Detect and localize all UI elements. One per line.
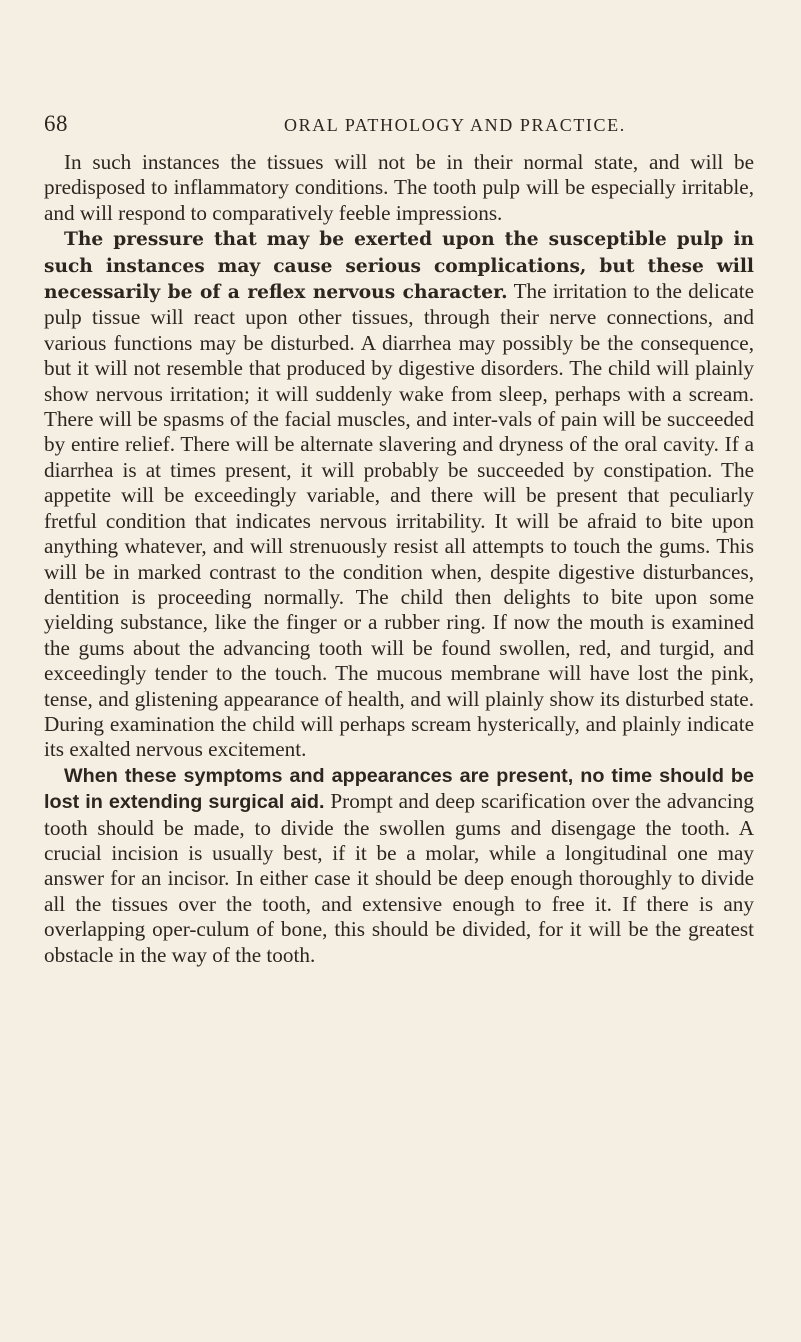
body-text	[44, 150, 754, 968]
paragraph-2	[44, 226, 754, 763]
running-title: ORAL PATHOLOGY AND PRACTICE.	[284, 115, 626, 135]
paragraph-1	[44, 150, 754, 226]
paragraph-3-text: Prompt and deep scarification over the advancing tooth should be made, to divide the swollen gums and disengage the tooth. A crucial incision is usually best, if it be a molar, while a longitudinal one may answer for an incisor. In either case it should be deep enough thoroughly to divide all the tissues over the tooth, and extensive enough to free it. If there is any overlapping oper-culum of bone, this should be divided, for it will be the greatest obstacle in the way of the tooth.	[44, 789, 754, 967]
paragraph-2-text: The irritation to the delicate pulp tissue will react upon other tissues, through their nerve connections, and various functions may be disturbed. A diarrhea may possibly be the consequence, but it will not resemble that produced by digestive disorders. The child will plainly show nervous irritation; it will suddenly wake from sleep, perhaps with a scream. There will be spasms of the facial muscles, and inter-vals of pain will be succeeded by entire relief. There will be alternate slavering and dryness of the oral cavity. If a diarrhea is at times present, it will probably be succeeded by constipation. The appetite will be exceedingly variable, and there will be present that peculiarly fretful condition that indicates nervous irritability. It will be afraid to bite upon anything whatever, and will strenuously resist all attempts to touch the gums. This will be in marked contrast to the condition when, despite digestive disturbances, dentition is proceeding normally. The child then delights to bite upon some yielding substance, like the finger or a rubber ring. If now the mouth is examined the gums about the advancing tooth will be found swollen, red, and turgid, and exceedingly tender to the touch. The mucous membrane will have lost the pink, tense, and glistening appearance of health, and will plainly show its disturbed state. During examination the child will perhaps scream hysterically, and plainly indicate its exalted nervous excitement.	[44, 279, 754, 762]
paragraph-1-text: In such instances the tissues will not be in their normal state, and will be predisposed to inflammatory conditions. The tooth pulp will be especially irritable, and will respond to comparatively feeble impressions.	[44, 150, 754, 225]
paragraph-2-bold-lead: The pressure that may be exerted upon the susceptible pulp in such instances may cause serious complications, but these will necessarily be of a reflex nervous character.	[44, 229, 754, 304]
page-number: 68	[44, 111, 68, 136]
paragraph-3-bold-lead: When these symptoms and appearances are present, no time should be lost in extending surgical aid.	[44, 764, 754, 814]
paragraph-3	[44, 763, 754, 968]
page-header	[44, 111, 764, 141]
